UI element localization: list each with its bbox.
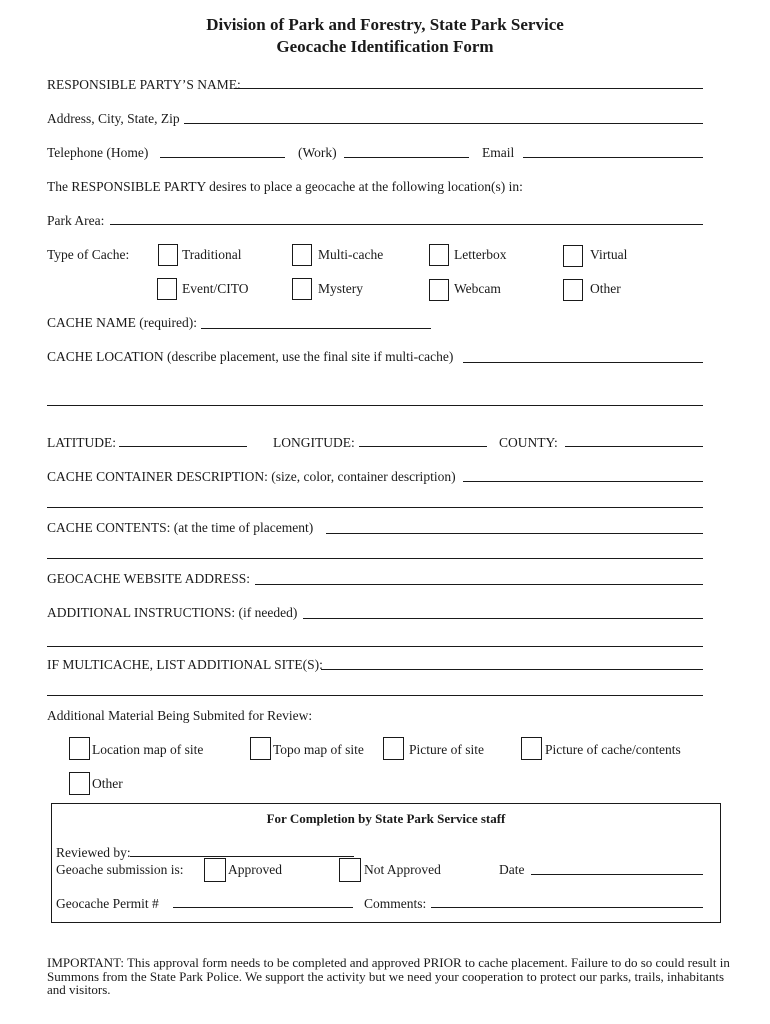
- cache-location-field[interactable]: [463, 362, 703, 363]
- latitude-label: LATITUDE:: [47, 435, 116, 450]
- responsible-name-field[interactable]: [234, 88, 703, 89]
- letterbox-checkbox[interactable]: [429, 244, 449, 266]
- longitude-field[interactable]: [359, 446, 487, 447]
- not-approved-label: Not Approved: [364, 862, 441, 877]
- virtual-checkbox[interactable]: [563, 245, 583, 267]
- mystery-label: Mystery: [318, 281, 363, 296]
- mystery-checkbox[interactable]: [292, 278, 312, 300]
- cache-type-label: Type of Cache:: [47, 247, 130, 262]
- website-label: GEOCACHE WEBSITE ADDRESS:: [47, 571, 251, 586]
- other-material-checkbox[interactable]: [69, 772, 90, 795]
- multi-cache-checkbox[interactable]: [292, 244, 312, 266]
- letterbox-label: Letterbox: [454, 247, 507, 262]
- container-desc-label: CACHE CONTAINER DESCRIPTION: (size, color, container description): [47, 469, 456, 484]
- reviewed-by-field[interactable]: [130, 856, 354, 857]
- webcam-label: Webcam: [454, 281, 501, 296]
- park-area-label: Park Area:: [47, 213, 105, 228]
- email-label: Email: [482, 145, 515, 160]
- container-desc-field[interactable]: [463, 481, 703, 482]
- county-label: COUNTY:: [499, 435, 558, 450]
- other-material-label: Other: [92, 776, 123, 791]
- form-title: Division of Park and Forestry, State Park Service: [206, 15, 564, 34]
- topo-map-checkbox[interactable]: [250, 737, 271, 760]
- comments-field[interactable]: [431, 907, 703, 908]
- comments-label: Comments:: [364, 896, 427, 911]
- permit-label: Geocache Permit #: [56, 896, 159, 911]
- contents-field[interactable]: [326, 533, 703, 534]
- longitude-label: LONGITUDE:: [273, 435, 355, 450]
- submission-label: Geoache submission is:: [56, 862, 184, 877]
- approved-checkbox[interactable]: [204, 858, 226, 882]
- tel-home-field[interactable]: [160, 157, 285, 158]
- webcam-checkbox[interactable]: [429, 279, 449, 301]
- not-approved-checkbox[interactable]: [339, 858, 361, 882]
- traditional-label: Traditional: [182, 247, 242, 262]
- picture-cache-checkbox[interactable]: [521, 737, 542, 760]
- email-field[interactable]: [523, 157, 703, 158]
- cache-location-field-2[interactable]: [47, 405, 703, 406]
- park-area-field[interactable]: [110, 224, 703, 225]
- location-map-label: Location map of site: [92, 742, 204, 757]
- event-cito-label: Event/CITO: [182, 281, 249, 296]
- cache-name-field[interactable]: [201, 328, 431, 329]
- other-type-label: Other: [590, 281, 621, 296]
- picture-site-label: Picture of site: [409, 742, 484, 757]
- multi-cache-label: Multi-cache: [318, 247, 384, 262]
- multicache-label: IF MULTICACHE, LIST ADDITIONAL SITE(S):: [47, 657, 323, 672]
- tel-work-label: (Work): [298, 145, 337, 160]
- multicache-field[interactable]: [321, 669, 703, 670]
- cache-location-label: CACHE LOCATION (describe placement, use the final site if multi-cache): [47, 349, 454, 364]
- location-map-checkbox[interactable]: [69, 737, 90, 760]
- approved-label: Approved: [228, 862, 282, 877]
- date-label: Date: [499, 862, 525, 877]
- reviewed-by-label: Reviewed by:: [56, 845, 131, 860]
- tel-work-field[interactable]: [344, 157, 469, 158]
- address-label: Address, City, State, Zip: [47, 111, 180, 126]
- address-field[interactable]: [184, 123, 703, 124]
- instructions-label: ADDITIONAL INSTRUCTIONS: (if needed): [47, 605, 298, 620]
- county-field[interactable]: [565, 446, 703, 447]
- form-subtitle: Geocache Identification Form: [276, 37, 494, 56]
- picture-site-checkbox[interactable]: [383, 737, 404, 760]
- instructions-field[interactable]: [303, 618, 703, 619]
- virtual-label: Virtual: [590, 247, 628, 262]
- staff-heading: For Completion by State Park Service staff: [266, 811, 506, 826]
- traditional-checkbox[interactable]: [158, 244, 178, 266]
- container-desc-field-2[interactable]: [47, 507, 703, 508]
- contents-label: CACHE CONTENTS: (at the time of placement): [47, 520, 314, 535]
- website-field[interactable]: [255, 584, 703, 585]
- picture-cache-label: Picture of cache/contents: [545, 742, 681, 757]
- instructions-field-2[interactable]: [47, 646, 703, 647]
- other-type-checkbox[interactable]: [563, 279, 583, 301]
- multicache-field-2[interactable]: [47, 695, 703, 696]
- additional-material-label: Additional Material Being Submited for Review:: [47, 708, 313, 723]
- event-cito-checkbox[interactable]: [157, 278, 177, 300]
- latitude-field[interactable]: [119, 446, 247, 447]
- important-note: IMPORTANT: This approval form needs to be completed and approved PRIOR to cache placement. Failure to do so could result in Summons from the State Park Police. We support the activity but we need your cooperation to protect our parks, trails, inhabitants and visitors.: [47, 955, 730, 997]
- responsible-name-label: RESPONSIBLE PARTY’S NAME:: [47, 77, 241, 92]
- topo-map-label: Topo map of site: [273, 742, 364, 757]
- intro-text: The RESPONSIBLE PARTY desires to place a geocache at the following location(s) in:: [47, 179, 523, 194]
- cache-name-label: CACHE NAME (required):: [47, 315, 197, 330]
- tel-home-label: Telephone (Home): [47, 145, 149, 160]
- permit-field[interactable]: [173, 907, 353, 908]
- contents-field-2[interactable]: [47, 558, 703, 559]
- date-field[interactable]: [531, 874, 703, 875]
